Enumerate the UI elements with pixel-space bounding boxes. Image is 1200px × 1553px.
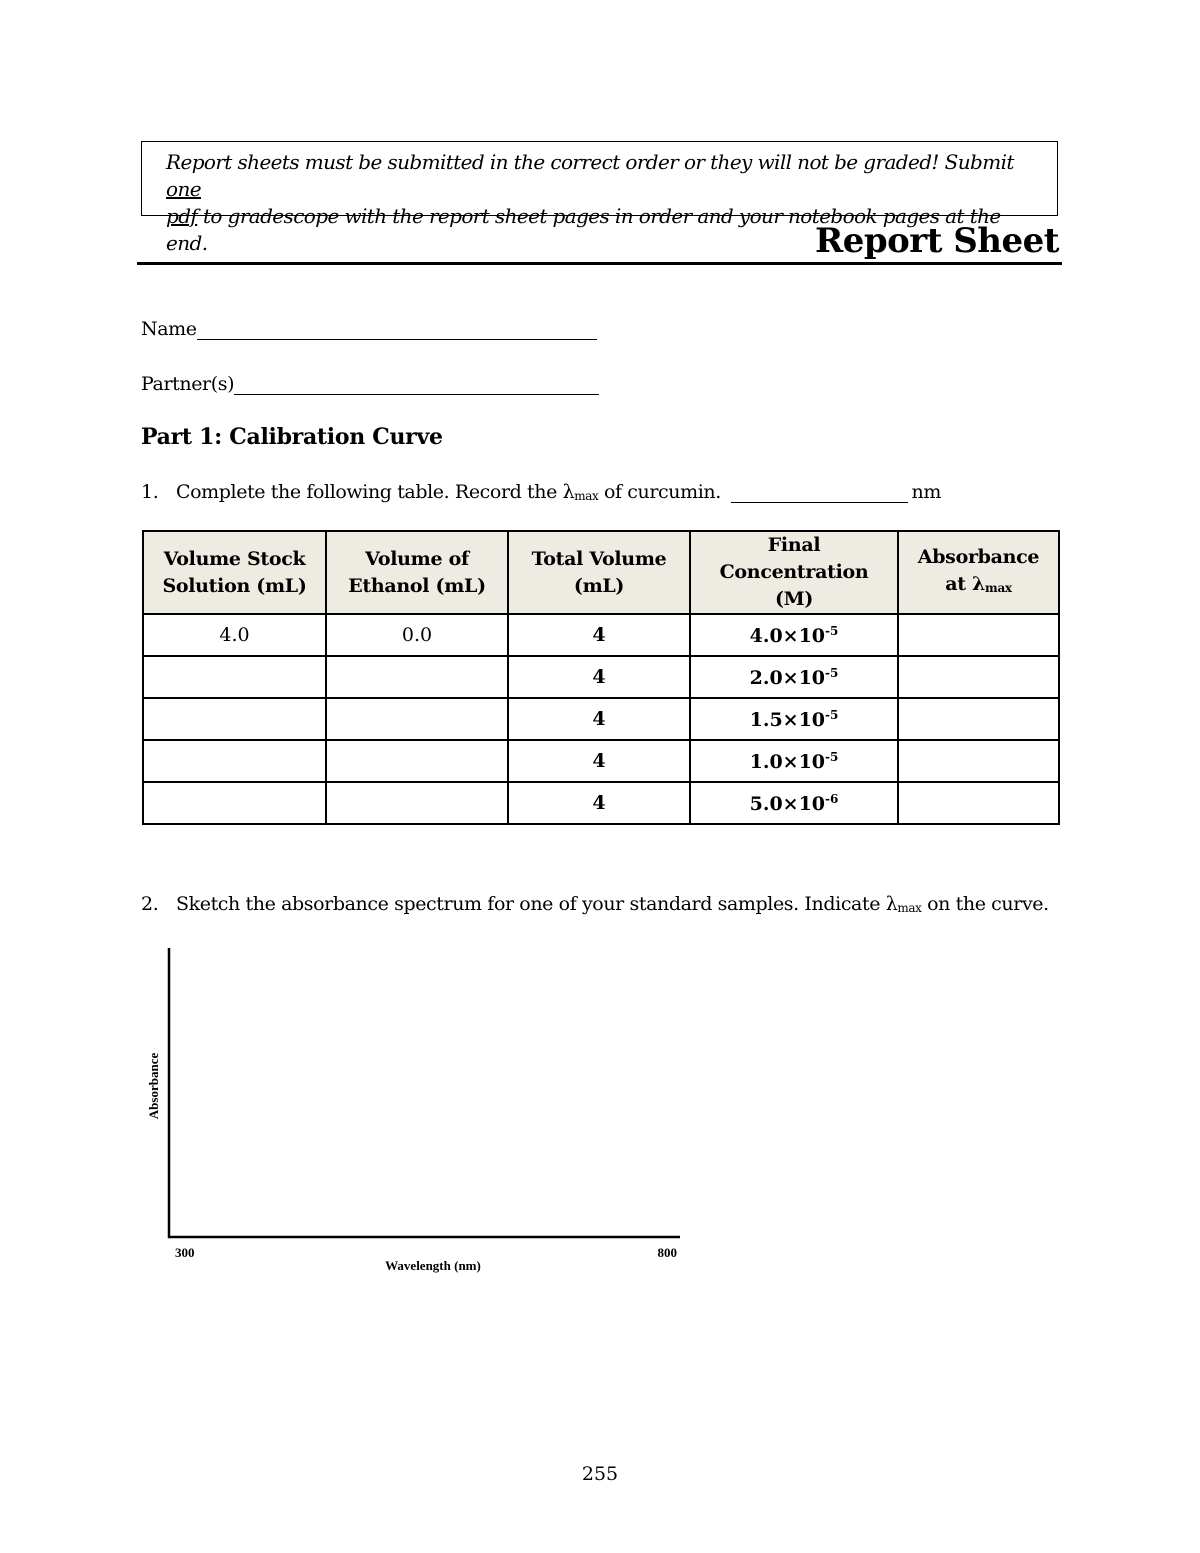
cell-total: 4 <box>508 614 690 656</box>
cell-stock[interactable] <box>143 656 326 698</box>
spectrum-sketch-area[interactable] <box>140 940 700 1285</box>
cell-absorbance[interactable] <box>898 782 1059 824</box>
name-line[interactable] <box>197 319 597 340</box>
cell-total: 4 <box>508 698 690 740</box>
cell-ethanol[interactable] <box>326 698 508 740</box>
partners-line[interactable] <box>234 374 599 395</box>
question-1-text-end: of curcumin. <box>598 481 721 503</box>
notice-text-2: to gradescope with the report sheet pages in order and your notebook pages at the end. <box>166 204 1001 255</box>
table-row <box>143 740 1059 782</box>
header-volume-ethanol: Volume of Ethanol (mL) <box>326 531 508 614</box>
cell-ethanol[interactable] <box>326 782 508 824</box>
cell-ethanol[interactable] <box>326 656 508 698</box>
lambda-max-answer-line[interactable] <box>731 484 908 503</box>
question-1 <box>141 481 941 503</box>
question-2-number: 2. <box>141 893 159 915</box>
cell-total: 4 <box>508 740 690 782</box>
table-row <box>143 782 1059 824</box>
cell-stock[interactable] <box>143 782 326 824</box>
cell-absorbance[interactable] <box>898 614 1059 656</box>
table-row <box>143 656 1059 698</box>
name-label: Name <box>141 318 197 340</box>
table-header-row <box>143 531 1059 614</box>
cell-ethanol[interactable]: 0.0 <box>326 614 508 656</box>
question-1-number: 1. <box>141 481 159 503</box>
question-2-text-end: on the curve. <box>921 893 1049 915</box>
cell-total: 4 <box>508 656 690 698</box>
part1-heading: Part 1: Calibration Curve <box>141 424 443 450</box>
cell-concentration: $1.0\times 10^{-5}$ <box>690 740 898 782</box>
cell-stock[interactable]: 4.0 <box>143 614 326 656</box>
cell-concentration: $4.0\times 10^{-5}$ <box>690 614 898 656</box>
cell-concentration: $5.0\times 10^{-6}$ <box>690 782 898 824</box>
name-field[interactable] <box>141 318 597 340</box>
header-volume-stock: Volume Stock Solution (mL) <box>143 531 326 614</box>
x-max-tick-label: 800 <box>657 1245 677 1260</box>
page-title: Report Sheet <box>814 221 1059 261</box>
cell-stock[interactable] <box>143 740 326 782</box>
cell-absorbance[interactable] <box>898 656 1059 698</box>
cell-concentration: $1.5\times 10^{-5}$ <box>690 698 898 740</box>
lambda-max-subscript: max <box>574 489 599 503</box>
cell-absorbance[interactable] <box>898 740 1059 782</box>
y-axis-label: Absorbance <box>146 1052 161 1120</box>
header-final-concentration: Final Concentration (M) <box>690 531 898 614</box>
partners-field[interactable] <box>141 373 599 395</box>
question-2-text: Sketch the absorbance spectrum for one of your standard samples. Indicate λ <box>176 893 898 915</box>
submission-notice <box>141 141 1058 255</box>
title-divider <box>137 262 1062 265</box>
notice-emphasis-one: one <box>166 177 201 201</box>
cell-total: 4 <box>508 782 690 824</box>
x-axis-label: Wavelength (nm) <box>385 1258 481 1273</box>
notice-text-1: Report sheets must be submitted in the correct order or they will not be graded! Submit <box>166 150 1014 174</box>
cell-stock[interactable] <box>143 698 326 740</box>
notice-emphasis-pdf: pdf <box>166 204 198 228</box>
table-row <box>143 614 1059 656</box>
question-1-text: Complete the following table. Record the λ <box>176 481 575 503</box>
calibration-table <box>142 530 1060 825</box>
cell-concentration: $2.0\times 10^{-5}$ <box>690 656 898 698</box>
header-total-volume: Total Volume (mL) <box>508 531 690 614</box>
question-2 <box>141 893 1049 915</box>
cell-absorbance[interactable] <box>898 698 1059 740</box>
cell-ethanol[interactable] <box>326 740 508 782</box>
lambda-max-subscript: max <box>897 901 922 915</box>
x-min-tick-label: 300 <box>175 1245 195 1260</box>
partners-label: Partner(s) <box>141 373 235 395</box>
page-number: 255 <box>581 1463 619 1485</box>
unit-nm: nm <box>911 481 942 503</box>
header-absorbance: Absorbance at $\lambda_{max}$ <box>898 531 1059 614</box>
table-row <box>143 698 1059 740</box>
